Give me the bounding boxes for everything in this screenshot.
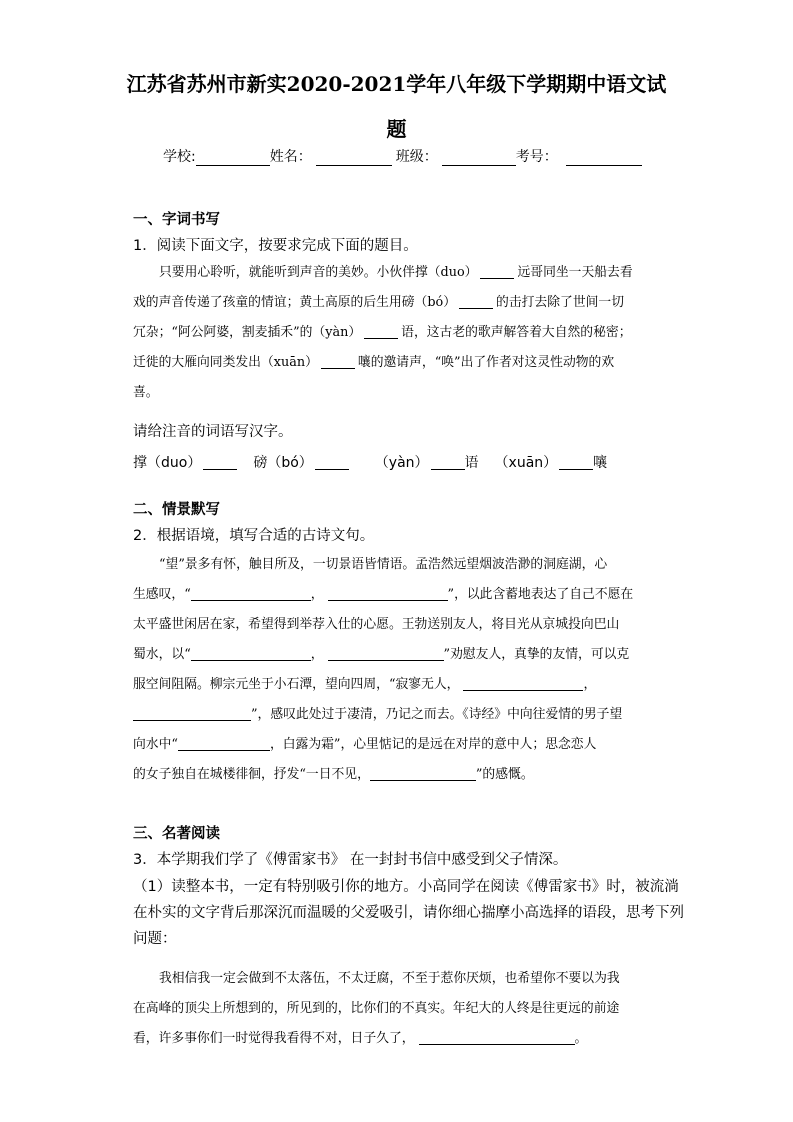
exam-number-blank[interactable] (566, 151, 642, 166)
passage-text: 看，许多事你们一时觉得我看得不对，日子久了， (133, 1031, 415, 1046)
subquestion-text: （1）读整本书，一定有特别吸引你的地方。小高同学在阅读《傅雷家书》时，被流淌 (133, 879, 679, 895)
answer-label: 嚷 (593, 455, 608, 471)
school-label: 学校: (163, 149, 196, 165)
passage-text: 的击打去除了世间一切 (496, 295, 624, 310)
passage-text: ， (310, 587, 324, 602)
section-heading-1: 一、字词书写 (133, 212, 220, 228)
question-1-passage (133, 258, 661, 408)
question-1-prompt: 1．阅读下面文字，按要求完成下面的题目。 (133, 238, 418, 254)
passage-text: 在高峰的顶尖上所想到的，所见到的，比你们的不真实。年纪大的人终是往更远的前途 (133, 1001, 620, 1016)
class-label: 班级： (395, 149, 438, 165)
subquestion-text: 在朴实的文字背后那深沉而温暖的父爱吸引，请你细心揣摩小高选择的语段，思考下列 (133, 905, 684, 921)
answer-blank[interactable] (191, 644, 311, 661)
question-1-subprompt: 请给注音的词语写汉字。 (133, 424, 293, 440)
passage-text: ”劝慰友人，真挚的友情，可以克 (443, 647, 630, 662)
passage-text: 蜀水，以“ (133, 647, 191, 662)
exam-number-label: 考号： (515, 149, 558, 165)
answer-blank[interactable] (370, 764, 476, 781)
answer-blank[interactable] (178, 734, 270, 751)
passage-text: 迁徙的大雁向同类发出（xuān） (133, 355, 318, 370)
answer-blank[interactable] (203, 453, 237, 470)
question-2-prompt: 2．根据语境，填写合适的古诗文句。 (133, 528, 375, 544)
passage-text: 只要用心聆听，就能听到声音的美妙。小伙伴撑（duo） (159, 265, 478, 280)
passage-text: “望”景多有怀，触目所及，一切景语皆情语。孟浩然远望烟波浩渺的洞庭湖，心 (159, 557, 608, 572)
answer-label: 撑（duo） (133, 455, 202, 471)
answer-blank[interactable] (459, 292, 493, 309)
section-heading-3: 三、名著阅读 (133, 826, 220, 842)
answer-blank[interactable] (480, 262, 514, 279)
answer-blank[interactable] (419, 1028, 575, 1045)
answer-blank[interactable] (328, 584, 448, 601)
subquestion-text: 问题： (133, 931, 177, 947)
answer-blank[interactable] (364, 322, 398, 339)
passage-text: ”，感叹此处过于凄清，乃记之而去。《诗经》中向往爱情的男子望 (251, 707, 623, 722)
passage-text: ， (310, 647, 324, 662)
answer-blank[interactable] (321, 352, 355, 369)
passage-text: 生感叹，“ (133, 587, 191, 602)
answer-blank[interactable] (559, 453, 593, 470)
question-3-passage (133, 964, 661, 1054)
answer-blank[interactable] (431, 453, 465, 470)
answer-blank[interactable] (191, 584, 311, 601)
passage-text: 语，这古老的歌声解答着大自然的秘密； (401, 325, 632, 340)
passage-text: 向水中“ (133, 737, 178, 752)
answer-blank[interactable] (315, 453, 349, 470)
student-info-row (163, 146, 642, 166)
document-title-line2: 题 (386, 117, 407, 141)
passage-text: 戏的声音传递了孩童的情谊；黄土高原的后生用磅（bó） (133, 295, 457, 310)
answer-blank[interactable] (463, 674, 583, 691)
section-heading-2: 二、情景默写 (133, 502, 220, 518)
passage-text: 我相信我一定会做到不太落伍，不太迂腐，不至于惹你厌烦，也希望你不要以为我 (159, 971, 620, 986)
passage-text: ”，以此含蓄地表达了自己不愿在 (447, 587, 634, 602)
passage-text: 远哥同坐一天船去看 (517, 265, 633, 280)
class-blank[interactable] (442, 151, 516, 166)
answer-blank[interactable] (133, 704, 251, 721)
answer-label: 磅（bó） (253, 455, 313, 471)
name-blank[interactable] (316, 151, 392, 166)
passage-text: 的女子独自在城楼徘徊，抒发“一日不见， (133, 767, 370, 782)
passage-text: 嚷的邀请声，“唤”出了作者对这灵性动物的欢 (357, 355, 615, 370)
passage-text: 冗杂；“阿公阿婆，割麦插禾”的（yàn） (133, 325, 362, 340)
passage-text: 服空间阻隔。柳宗元坐于小石潭，望向四周，“寂寥无人， (133, 677, 460, 692)
passage-text: 。 (574, 1031, 588, 1046)
document-title-line1: 江苏省苏州市新实2020-2021学年八年级下学期期中语文试 (126, 72, 667, 96)
question-3-prompt: 3．本学期我们学了《傅雷家书》 在一封封书信中感受到父子情深。 (133, 852, 568, 868)
passage-text: 喜。 (133, 385, 159, 400)
passage-text: ，白露为霜”，心里惦记的是远在对岸的意中人；思念恋人 (269, 737, 597, 752)
passage-text: ， (583, 677, 597, 692)
name-label: 姓名： (269, 149, 312, 165)
answer-label: 语 (464, 455, 479, 471)
passage-text: ”的感慨。 (475, 767, 534, 782)
school-blank[interactable] (196, 151, 270, 166)
answer-label: （xuān） (494, 455, 558, 471)
answer-blank[interactable] (328, 644, 444, 661)
answer-label: （yàn） (374, 455, 429, 471)
passage-text: 太平盛世闲居在家，希望得到举荐入仕的心愿。王勃送别友人，将目光从京城投向巴山 (133, 617, 620, 632)
question-1-answer-row (133, 452, 607, 472)
question-2-passage (133, 550, 661, 790)
question-3-subquestion (133, 874, 684, 952)
